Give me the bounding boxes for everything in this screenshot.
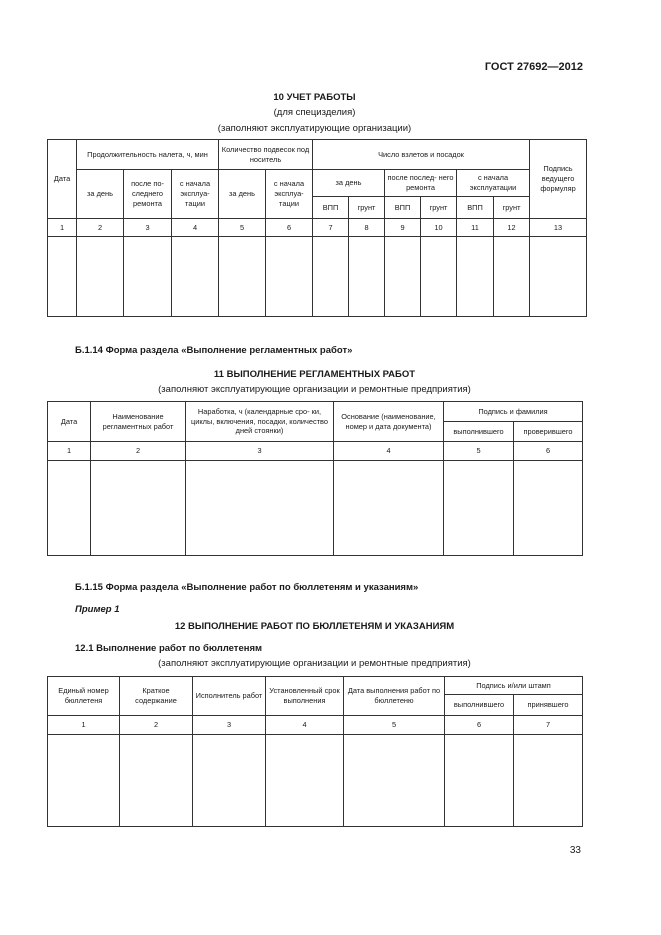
header-summary: Краткое содержание (120, 677, 193, 716)
header-vpp: ВПП (457, 197, 494, 219)
table-row-empty (48, 735, 583, 827)
column-number: 1 (48, 716, 120, 735)
section-10-subtitle-1: (для специзделия) (273, 107, 356, 118)
column-number: 1 (48, 219, 77, 237)
column-number: 8 (349, 219, 385, 237)
work-record-table (47, 139, 587, 317)
column-number: 1 (48, 442, 91, 461)
section-11-subtitle: (заполняют эксплуатирующие организации и ремонтные предприятия) (158, 384, 471, 395)
section-12-1-heading: 12.1 Выполнение работ по бюллетеням (75, 643, 263, 654)
column-number: 3 (193, 716, 266, 735)
header-signature: Подпись и/или штамп (445, 677, 583, 695)
header-accepted: принявшего (514, 695, 583, 716)
header-executed: выполнившего (445, 695, 514, 716)
header-since-start: с начала эксплуа- тации (172, 170, 219, 219)
column-number: 2 (91, 442, 186, 461)
header-signature: Подпись ведущего формуляр (530, 140, 587, 219)
column-number: 2 (120, 716, 193, 735)
column-numbers-row (48, 716, 583, 735)
table-row-empty (48, 237, 587, 317)
table-row-empty (48, 461, 583, 556)
header-after-repair: после по- следнего ремонта (124, 170, 172, 219)
column-number: 10 (421, 219, 457, 237)
header-basis: Основание (наименование, номер и дата документа) (334, 402, 444, 442)
section-11-title: 11 ВЫПОЛНЕНИЕ РЕГЛАМЕНТНЫХ РАБОТ (213, 369, 416, 380)
header-completion-date: Дата выполнения работ по бюллетеню (344, 677, 445, 716)
column-number: 5 (219, 219, 266, 237)
header-bulletin-number: Единый номер бюллетеня (48, 677, 120, 716)
column-number: 7 (313, 219, 349, 237)
header-ground: грунт (421, 197, 457, 219)
column-number: 3 (124, 219, 172, 237)
column-number: 6 (514, 442, 583, 461)
column-number: 4 (266, 716, 344, 735)
header-date: Дата (48, 140, 77, 219)
column-number: 3 (186, 442, 334, 461)
header-vpp: ВПП (313, 197, 349, 219)
column-number: 12 (494, 219, 530, 237)
header-date: Дата (48, 402, 91, 442)
header-checked: проверившего (514, 422, 583, 442)
header-vpp: ВПП (385, 197, 421, 219)
section-12-subtitle: (заполняют эксплуатирующие организации и ремонтные предприятия) (158, 658, 471, 669)
section-b115-heading: Б.1.15 Форма раздела «Выполнение работ по бюллетеням и указаниям» (75, 582, 419, 593)
section-10-title: 10 УЧЕТ РАБОТЫ (273, 92, 356, 103)
header-ground: грунт (349, 197, 385, 219)
header-deadline: Установленный срок выполнения (266, 677, 344, 716)
header-signature: Подпись и фамилия (444, 402, 583, 422)
header-per-day: за день (77, 170, 124, 219)
column-number: 11 (457, 219, 494, 237)
header-flights-start: с начала эксплуатации (457, 170, 530, 197)
example-label: Пример 1 (75, 604, 120, 615)
column-number: 2 (77, 219, 124, 237)
section-b114-heading: Б.1.14 Форма раздела «Выполнение регламентных работ» (75, 345, 353, 356)
header-susp-day: за день (219, 170, 266, 219)
header-work-name: Наименование регламентных работ (91, 402, 186, 442)
header-operating-time: Наработка, ч (календарные сро- ки, циклы, включения, посадки, количество дней стоянки) (186, 402, 334, 442)
column-number: 5 (344, 716, 445, 735)
column-number: 6 (445, 716, 514, 735)
header-flights-day: за день (313, 170, 385, 197)
header-duration: Продолжительность налета, ч, мин (77, 140, 219, 170)
header-executor: Исполнитель работ (193, 677, 266, 716)
standard-number: ГОСТ 27692—2012 (484, 61, 583, 73)
column-number: 13 (530, 219, 587, 237)
header-executed: выполнившего (444, 422, 514, 442)
header-ground: грунт (494, 197, 530, 219)
column-number: 4 (334, 442, 444, 461)
bulletins-table (47, 676, 583, 827)
column-number: 4 (172, 219, 219, 237)
header-flights-repair: после послед- него ремонта (385, 170, 457, 197)
page-number: 33 (569, 845, 581, 856)
column-number: 9 (385, 219, 421, 237)
header-suspensions: Количество подвесок под носитель (219, 140, 313, 170)
column-number: 7 (514, 716, 583, 735)
column-number: 5 (444, 442, 514, 461)
section-10-subtitle-2: (заполняют эксплуатирующие организации) (217, 123, 412, 134)
header-flights: Число взлетов и посадок (313, 140, 530, 170)
column-numbers-row (48, 442, 583, 461)
header-susp-start: с начала эксплуа- тации (266, 170, 313, 219)
section-12-title: 12 ВЫПОЛНЕНИЕ РАБОТ ПО БЮЛЛЕТЕНЯМ И УКАЗАНИЯМ (174, 621, 455, 632)
column-numbers-row (48, 219, 587, 237)
maintenance-table (47, 401, 583, 556)
column-number: 6 (266, 219, 313, 237)
